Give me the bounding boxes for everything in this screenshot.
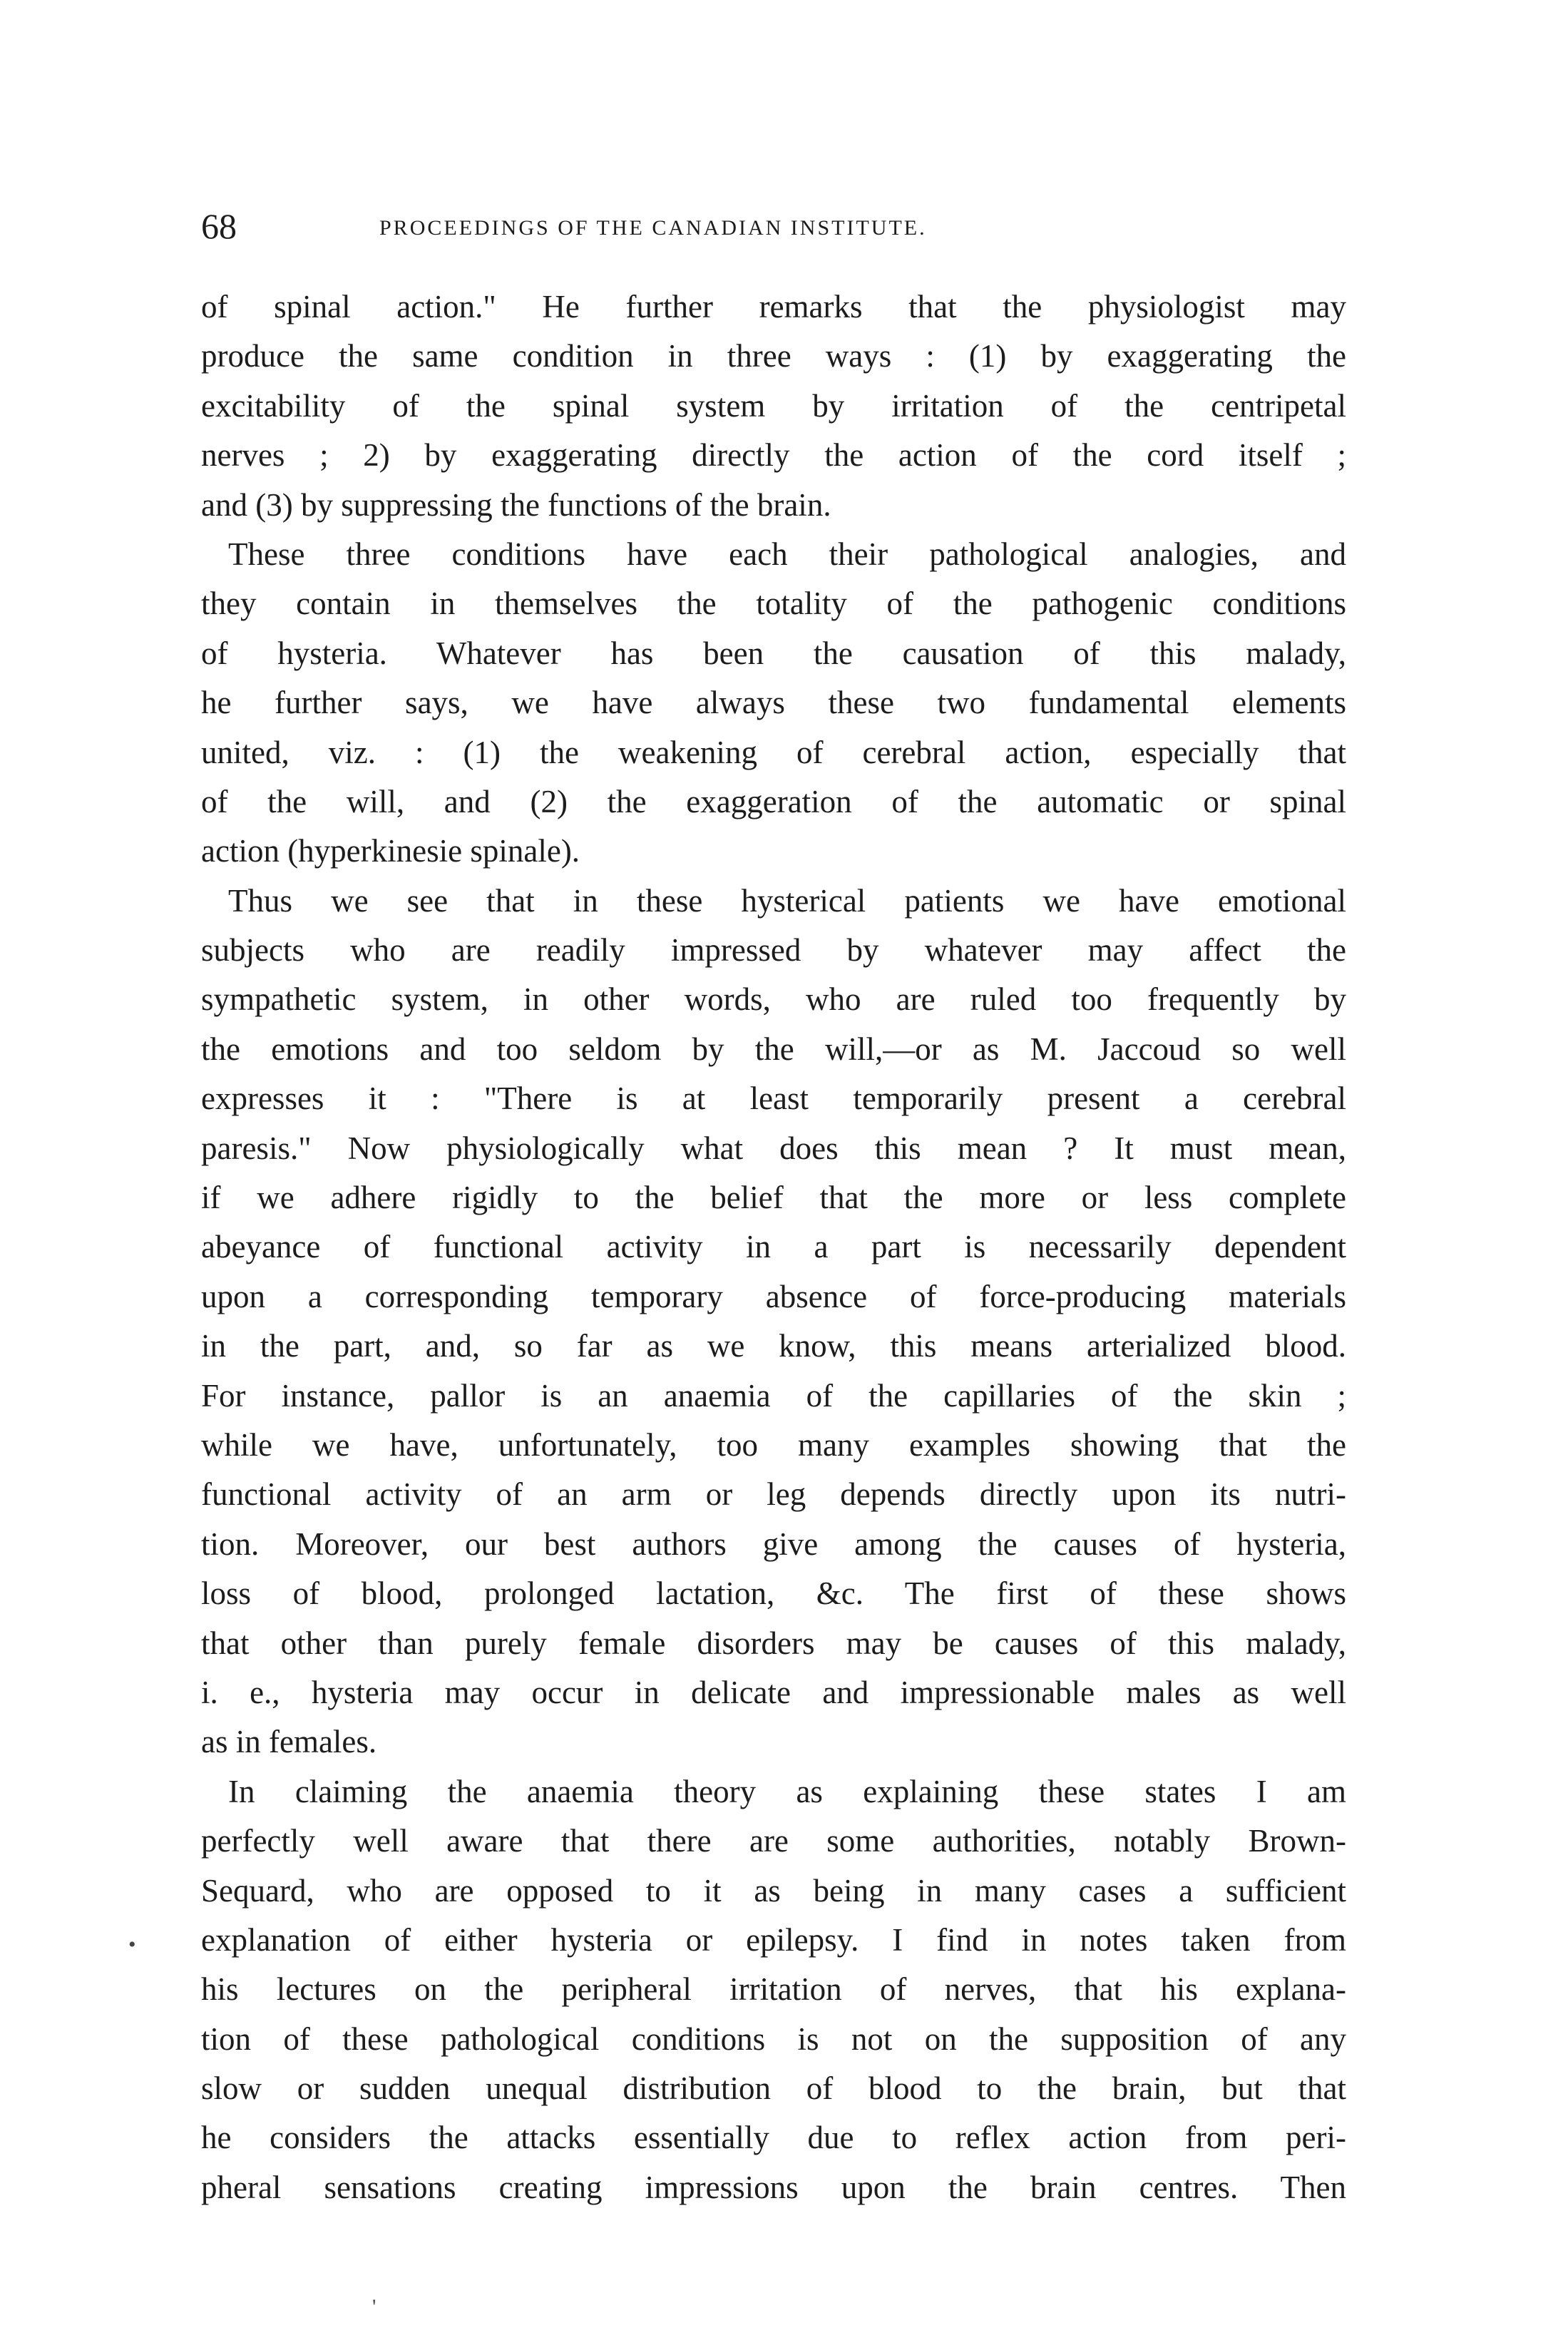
page-number: 68 xyxy=(201,206,237,246)
margin-speck: • xyxy=(128,1933,136,1956)
text-line: paresis." Now physiologically what does this mean ? It must mean, xyxy=(201,1130,1346,1166)
text-line: he further says, we have always these two fundamental elements xyxy=(201,685,1346,721)
text-line: In claiming the anaemia theory as explaining these states I am xyxy=(228,1773,1346,1809)
text-line: he considers the attacks essentially due to reflex action from peri- xyxy=(201,2120,1346,2156)
text-line: of spinal action." He further remarks that the physiologist may xyxy=(201,289,1346,325)
text-line: and (3) by suppressing the functions of the brain. xyxy=(201,486,831,523)
text-line: explanation of either hysteria or epilepsy. I find in notes taken from xyxy=(201,1921,1346,1958)
body-text xyxy=(201,282,1346,2212)
text-line: slow or sudden unequal distribution of blood to the brain, but that xyxy=(201,2070,1346,2107)
text-line: the emotions and too seldom by the will,—or as M. Jaccoud so well xyxy=(201,1031,1346,1067)
text-line: united, viz. : (1) the weakening of cerebral action, especially that xyxy=(201,734,1346,770)
text-line: as in females. xyxy=(201,1724,377,1760)
text-line: if we adhere rigidly to the belief that the more or less complete xyxy=(201,1180,1346,1216)
text-line: while we have, unfortunately, too many examples showing that the xyxy=(201,1426,1346,1463)
margin-speck: ' xyxy=(372,2295,376,2319)
running-head xyxy=(201,201,1342,251)
text-line: These three conditions have each their pathological analogies, and xyxy=(228,536,1346,572)
text-line: perfectly well aware that there are some authorities, notably Brown- xyxy=(201,1823,1346,1859)
text-line: expresses it : "There is at least temporarily present a cerebral xyxy=(201,1081,1346,1117)
text-line: tion. Moreover, our best authors give among the causes of hysteria, xyxy=(201,1526,1346,1562)
text-line: For instance, pallor is an anaemia of the capillaries of the skin ; xyxy=(201,1377,1346,1414)
text-line: in the part, and, so far as we know, this means arterialized blood. xyxy=(201,1328,1346,1364)
text-line: tion of these pathological conditions is not on the supposition of any xyxy=(201,2021,1346,2057)
text-line: subjects who are readily impressed by whatever may affect the xyxy=(201,932,1346,969)
journal-title: PROCEEDINGS OF THE CANADIAN INSTITUTE. xyxy=(379,216,927,240)
text-line: functional activity of an arm or leg depends directly upon its nutri- xyxy=(201,1476,1346,1513)
text-line: excitability of the spinal system by irritation of the centripetal xyxy=(201,387,1346,424)
text-line: upon a corresponding temporary absence of force-producing materials xyxy=(201,1278,1346,1314)
text-line: of hysteria. Whatever has been the causation of this malady, xyxy=(201,635,1346,671)
text-line: i. e., hysteria may occur in delicate and impressionable males as well xyxy=(201,1674,1346,1710)
text-line: nerves ; 2) by exaggerating directly the action of the cord itself ; xyxy=(201,437,1346,474)
text-line: of the will, and (2) the exaggeration of the automatic or spinal xyxy=(201,783,1346,819)
text-line: pheral sensations creating impressions upon the brain centres. Then xyxy=(201,2169,1346,2205)
text-line: loss of blood, prolonged lactation, &c. The first of these shows xyxy=(201,1575,1346,1612)
text-line: sympathetic system, in other words, who are ruled too frequently by xyxy=(201,981,1346,1018)
text-line: Thus we see that in these hysterical patients we have emotional xyxy=(228,882,1346,919)
text-line: produce the same condition in three ways : (1) by exaggerating the xyxy=(201,338,1346,374)
text-line: his lectures on the peripheral irritation of nerves, that his explana- xyxy=(201,1971,1346,2008)
text-line: that other than purely female disorders may be causes of this malady, xyxy=(201,1625,1346,1661)
text-line: action (hyperkinesie spinale). xyxy=(201,833,580,869)
text-line: abeyance of functional activity in a part is necessarily dependent xyxy=(201,1229,1346,1265)
text-line: they contain in themselves the totality of the pathogenic conditions xyxy=(201,586,1346,622)
text-line: Sequard, who are opposed to it as being in many cases a sufficient xyxy=(201,1872,1346,1909)
